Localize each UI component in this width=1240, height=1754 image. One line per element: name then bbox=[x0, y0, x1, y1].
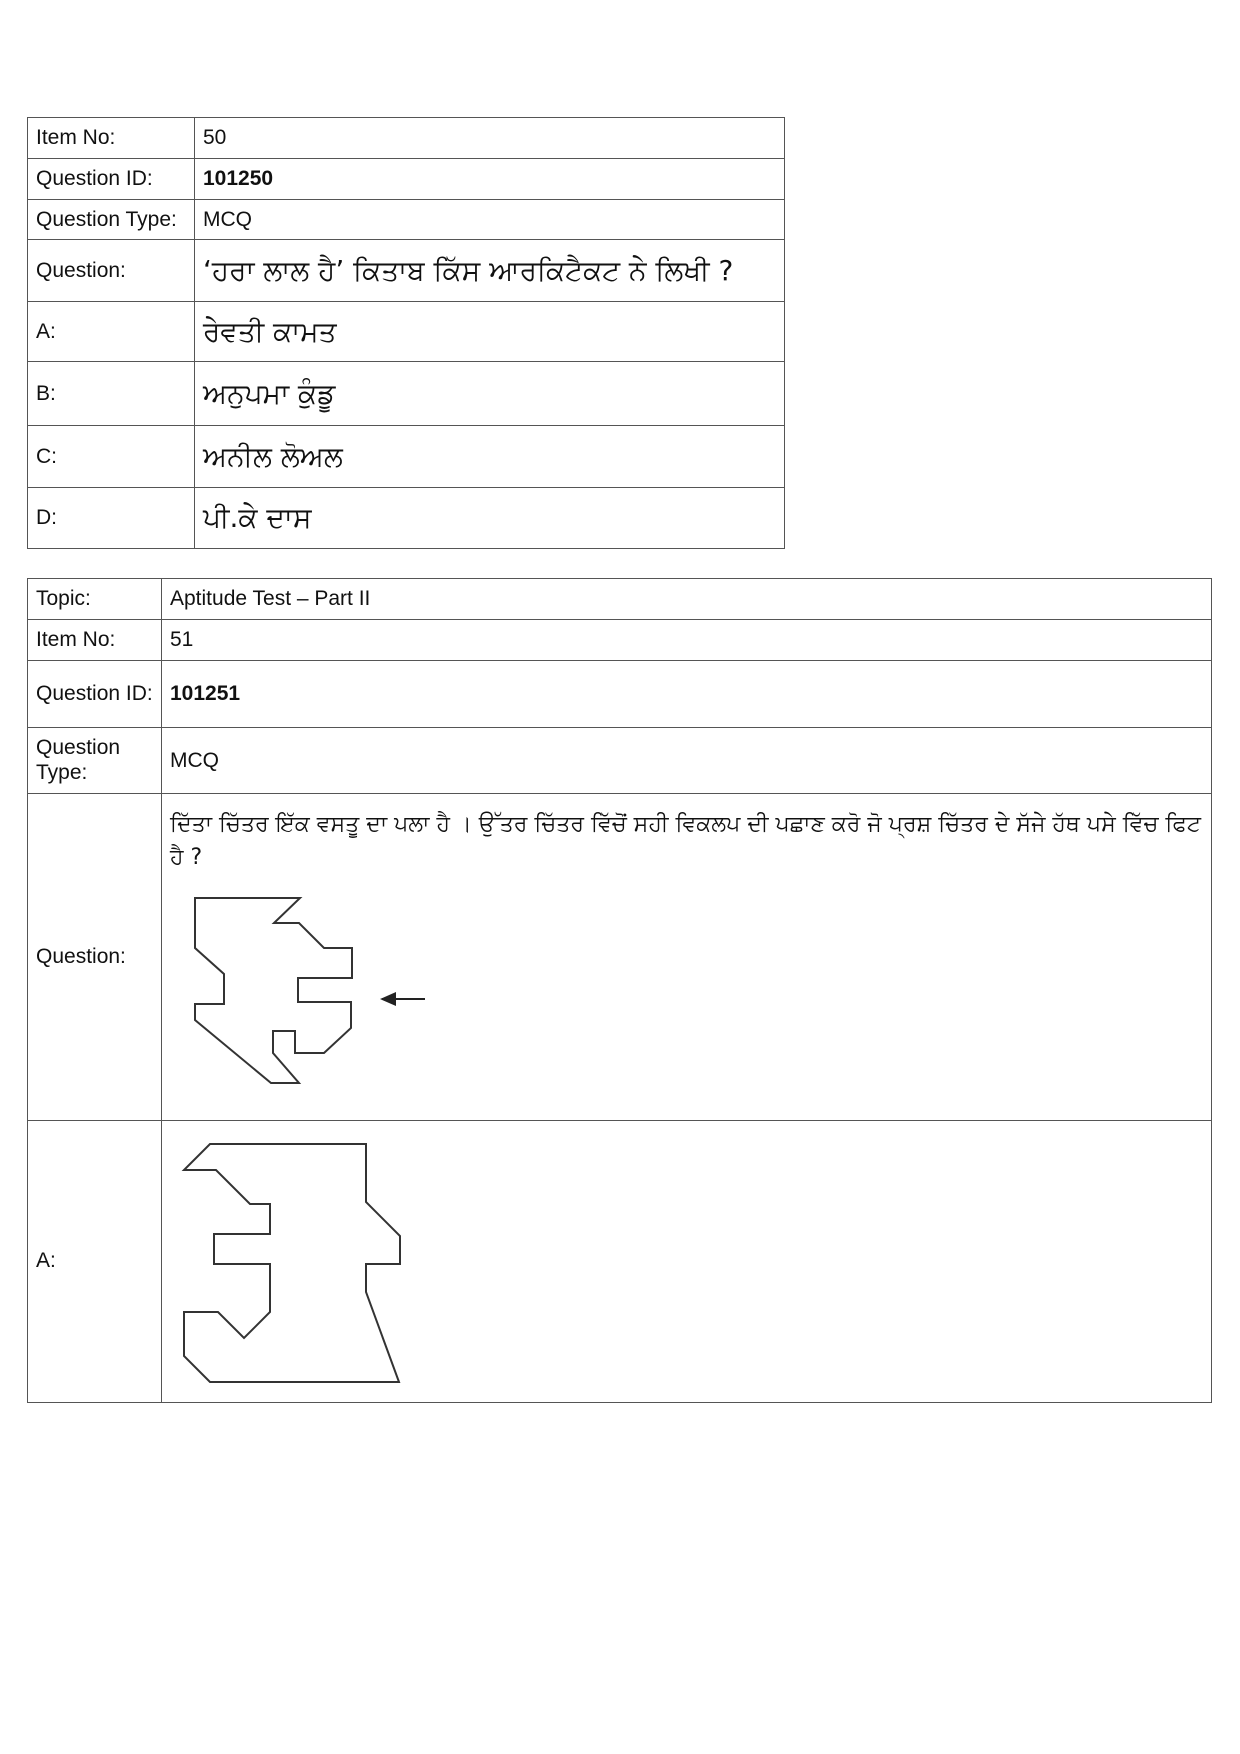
option-a-label: A: bbox=[28, 302, 195, 362]
question-type-value: MCQ bbox=[195, 200, 785, 240]
item-no-label: Item No: bbox=[28, 118, 195, 159]
item-no-value: 51 bbox=[162, 620, 1212, 661]
option-b-text: ਅਨੁਪਮਾ ਕੁੰਡੂ bbox=[195, 362, 785, 426]
question-id-label: Question ID: bbox=[28, 661, 162, 728]
topic-value: Aptitude Test – Part II bbox=[162, 579, 1212, 620]
option-a-shape bbox=[184, 1144, 400, 1382]
item-no-value: 50 bbox=[195, 118, 785, 159]
option-a-figure bbox=[170, 1132, 410, 1392]
option-d-text: ਪੀ.ਕੇ ਦਾਸ bbox=[195, 488, 785, 549]
question-id-value: 101251 bbox=[162, 661, 1212, 728]
option-c-text: ਅਨੀਲ ਲੋਅਲ bbox=[195, 426, 785, 488]
question-id-value: 101250 bbox=[195, 159, 785, 200]
option-a-text: ਰੇਵਤੀ ਕਾਮਤ bbox=[195, 302, 785, 362]
question-type-value: MCQ bbox=[162, 728, 1212, 794]
option-d-label: D: bbox=[28, 488, 195, 549]
item-no-label: Item No: bbox=[28, 620, 162, 661]
topic-label: Topic: bbox=[28, 579, 162, 620]
option-a-label: A: bbox=[28, 1121, 162, 1403]
item-50-table bbox=[27, 117, 785, 549]
option-c-label: C: bbox=[28, 426, 195, 488]
question-text: ਦਿੱਤਾ ਚਿੱਤਰ ਇੱਕ ਵਸਤੂ ਦਾ ਪਲਾ ਹੈ । ਉੱਤਰ ਚਿੱਤਰ ਵਿੱਚੋਂ ਸਹੀ ਵਿਕਲਪ ਦੀ ਪਛਾਣ ਕਰੋ ਜੋ ਪ੍ਰਸ਼ ਚਿੱਤਰ ਦੇ ਸੱਜੇ ਹੱਥ ਪਸੇ ਵਿੱਚ ਫਿਟ ਹੈ ? bbox=[170, 812, 1201, 870]
question-cell bbox=[162, 794, 1212, 1121]
question-label: Question: bbox=[28, 240, 195, 302]
arrow-head bbox=[380, 992, 396, 1006]
question-type-label: Question Type: bbox=[28, 728, 162, 794]
option-b-label: B: bbox=[28, 362, 195, 426]
question-label: Question: bbox=[28, 794, 162, 1121]
question-id-label: Question ID: bbox=[28, 159, 195, 200]
option-a-cell bbox=[162, 1121, 1212, 1403]
question-text: ‘ਹਰਾ ਲਾਲ ਹੈ’ ਕਿਤਾਬ ਕਿੱਸ ਆਰਕਿਟੈਕਟ ਨੇ ਲਿਖੀ ? bbox=[195, 240, 785, 302]
item-51-table bbox=[27, 578, 1212, 1403]
question-type-label: Question Type: bbox=[28, 200, 195, 240]
question-figure bbox=[170, 888, 470, 1108]
question-shape bbox=[195, 898, 352, 1083]
